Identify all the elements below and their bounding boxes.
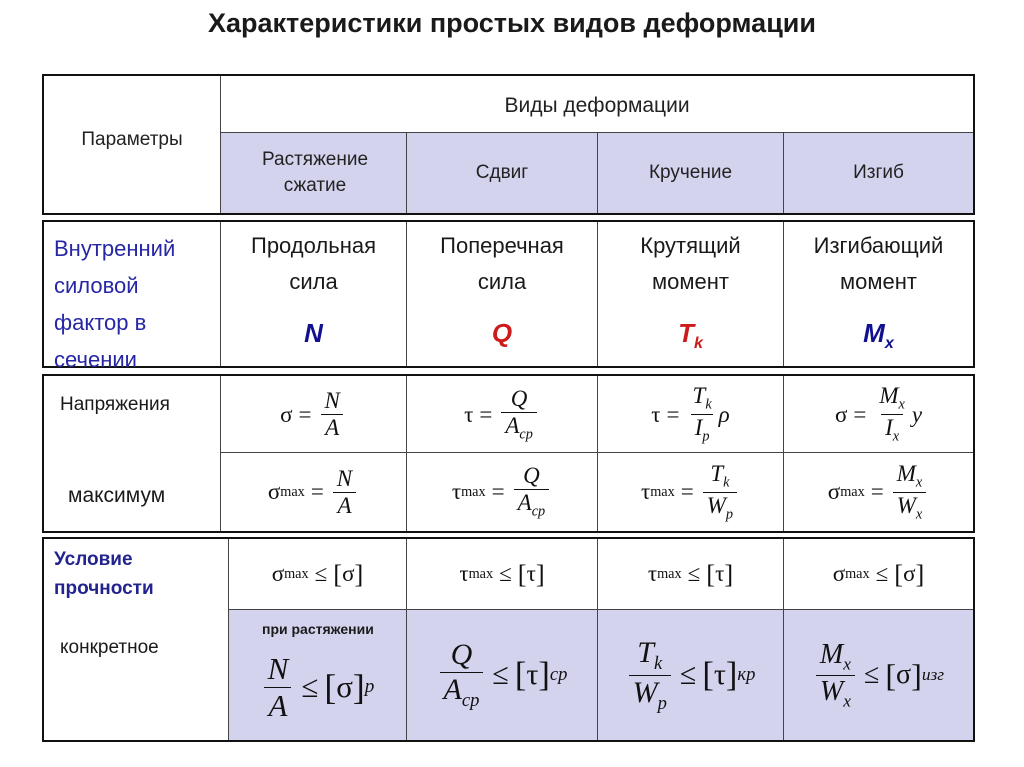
symbol-Tk: $T_k$ <box>678 318 703 353</box>
formula-sigma-max-Mx-Wx: σ max = $\frac{M_x}{W_x}$ <box>784 453 973 531</box>
concrete-bending: $\frac{M_x}{W_x}$ ≤ [ σ ] изг <box>784 612 973 738</box>
type-torsion: Кручение <box>648 162 733 183</box>
type-tension: Растяжение сжатие <box>261 149 369 196</box>
formula-sigma-Mx-Ix-y: σ = $\frac{M_x}{I_x}$ y <box>834 383 923 445</box>
cond-sigma-max: σ max ≤ [ σ ] <box>271 558 364 589</box>
cond-tau-max-shear: τ max ≤ [ τ ] <box>459 558 545 589</box>
formula-tau-Q-Acp: τ = $\frac{Q}{A_{cp}}$ <box>407 377 597 452</box>
type-bending: Изгиб <box>853 162 904 183</box>
symbol-N: N <box>304 318 323 348</box>
symbol-Mx: $M_x$ <box>863 318 894 353</box>
page-title: Характеристики простых видов деформации <box>208 8 816 38</box>
deformation-types-label: Виды деформации <box>504 94 690 117</box>
strength-label: Условие прочности <box>54 549 154 599</box>
cond-sigma-max-bending: σ max ≤ [ σ ] <box>832 558 925 589</box>
factor-longitudinal <box>221 228 406 349</box>
factor-transverse-name: Поперечная сила <box>440 233 564 294</box>
max-label: максимум <box>68 484 166 507</box>
cond-tau-max-torsion: τ max ≤ [ τ ] <box>647 558 734 589</box>
symbol-Q: Q <box>491 318 513 348</box>
factor-longitudinal-name: Продольная сила <box>251 233 376 294</box>
factor-torque <box>598 228 783 353</box>
params-label: Параметры <box>81 129 183 150</box>
type-shear: Сдвиг <box>475 162 529 183</box>
concrete-label: конкретное <box>60 637 159 658</box>
formula-sigma-N-A: σ = $\frac{N}{A}$ <box>221 377 406 452</box>
factor-torque-name: Крутящий момент <box>640 233 741 294</box>
formula-tau-max-Tk-Wp: τ max = $\frac{T_k}{W_p}$ <box>598 453 783 531</box>
formula-tau-Tk-Ip-rho: τ = $\frac{T_k}{I_p}$ ρ <box>651 383 730 445</box>
formula-sigma-max-N-A: σ max = $\frac{N}{A}$ <box>221 453 406 531</box>
factor-bending-moment-name: Изгибающий момент <box>813 233 944 294</box>
concrete-shear: $\frac{Q}{A_{cp}}$ ≤ [ τ ] cp <box>407 612 597 738</box>
concrete-torsion: $\frac{T_k}{W_p}$ ≤ [ τ ] кр <box>598 612 783 738</box>
stress-label: Напряжения <box>60 394 170 415</box>
factor-transverse <box>407 228 597 349</box>
formula-tau-max-Q-Acp: τ max = $\frac{Q}{A_{cp}}$ <box>407 453 597 531</box>
tension-note: при растяжении <box>262 621 374 637</box>
concrete-tension: $\frac{N}{A}$ ≤ [ σ ] p <box>229 636 406 738</box>
internal-factor-label: Внутренний силовой фактор в сечении <box>54 236 176 372</box>
factor-bending-moment <box>784 228 973 353</box>
